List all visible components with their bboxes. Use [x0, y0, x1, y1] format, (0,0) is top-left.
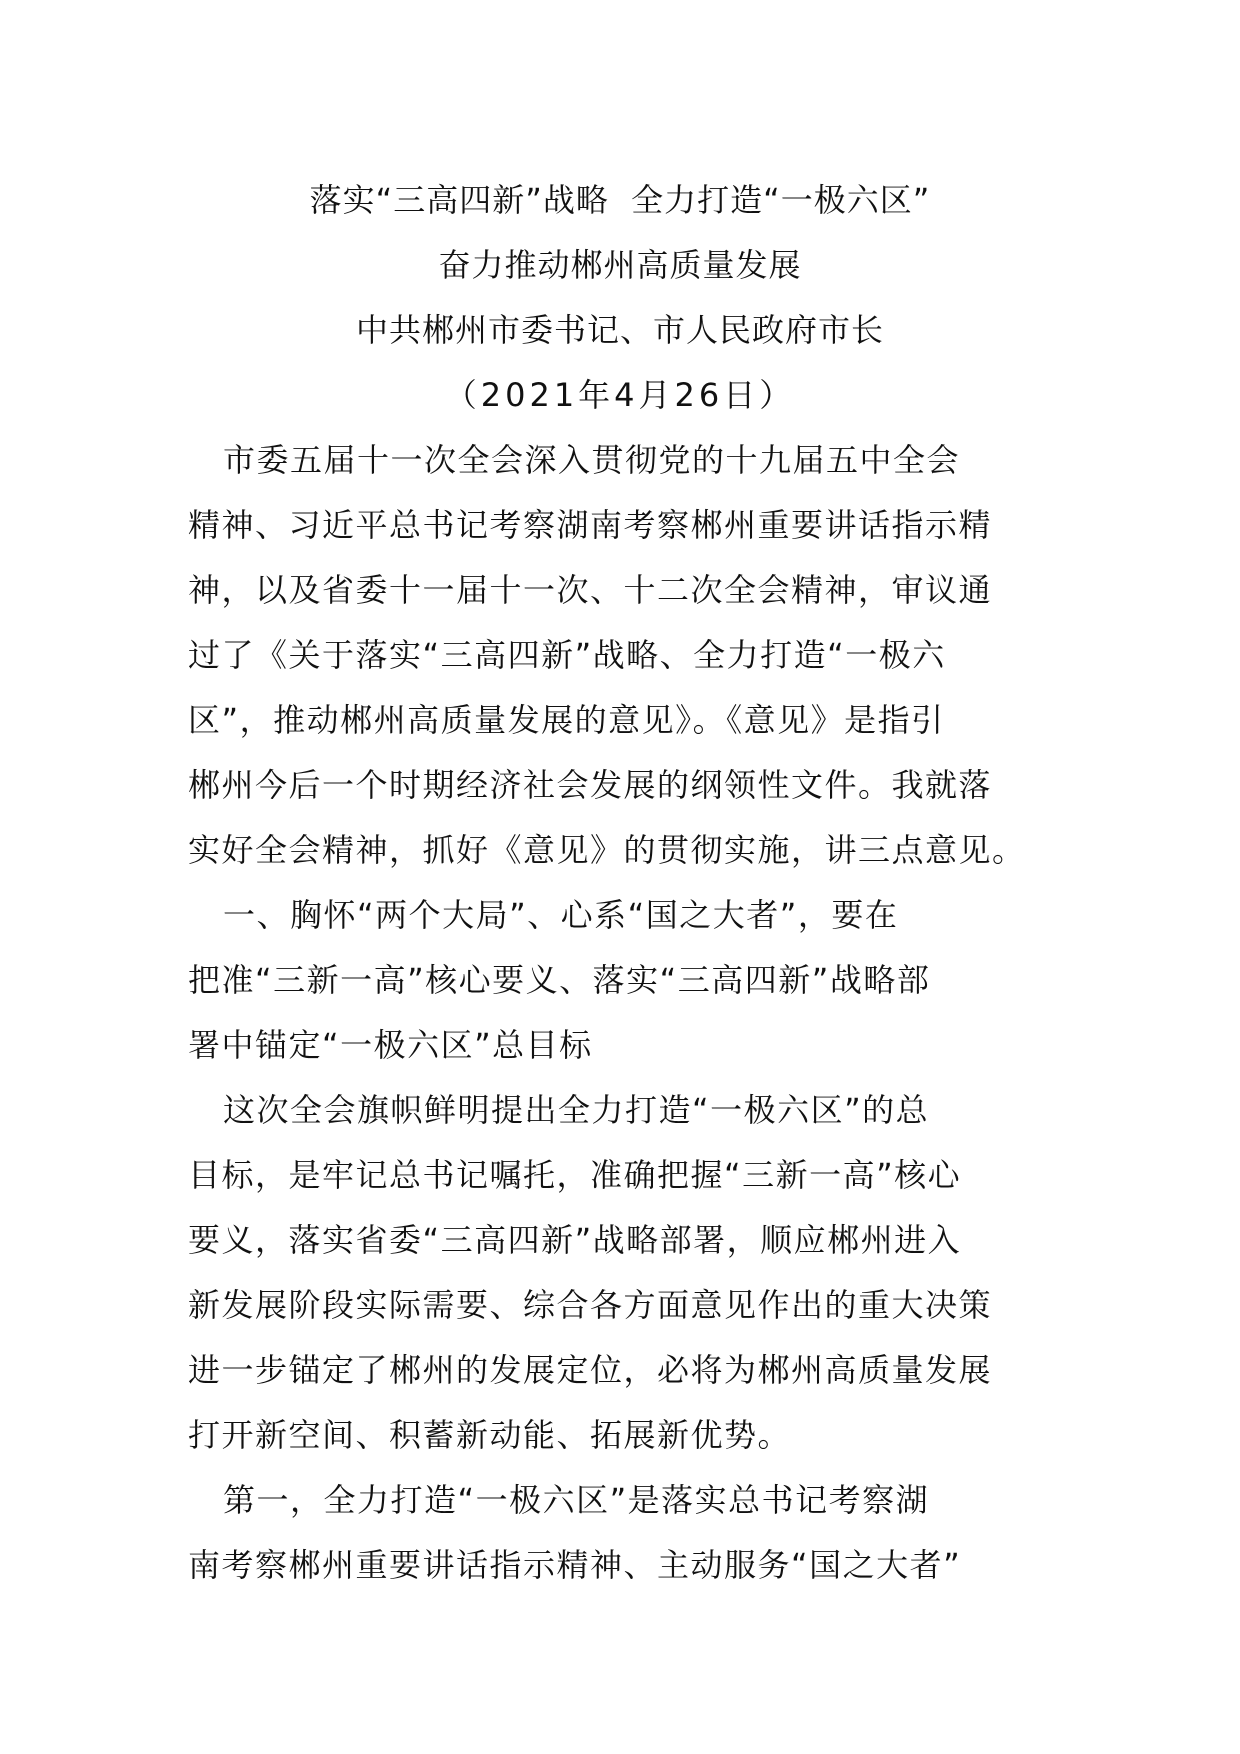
body-line: 郴州今后一个时期经济社会发展的纲领性文件。我就落 — [188, 766, 993, 804]
body-line: 打开新空间、积蓄新动能、拓展新优势。 — [188, 1416, 792, 1454]
body-line: 要义，落实省委“三高四新”战略部署，顺应郴州进入 — [188, 1221, 962, 1259]
document-header — [0, 168, 1240, 428]
document-body — [188, 428, 1058, 1598]
section-heading-line: 把准“三新一高”核心要义、落实“三高四新”战略部 — [188, 961, 931, 999]
body-line: 这次全会旗帜鲜明提出全力打造“一极六区”的总 — [188, 1091, 930, 1129]
body-line: 新发展阶段实际需要、综合各方面意见作出的重大决策 — [188, 1286, 993, 1324]
document-author: 中共郴州市委书记、市人民政府市长 — [355, 311, 884, 349]
body-line: 进一步锚定了郴州的发展定位，必将为郴州高质量发展 — [188, 1351, 993, 1389]
body-line: 过了《关于落实“三高四新”战略、全力打造“一极六 — [188, 636, 946, 674]
document-title-line-1: 落实“三高四新”战略 全力打造“一极六区” — [309, 181, 931, 219]
body-line: 区”，推动郴州高质量发展的意见》。《意见》是指引 — [188, 701, 945, 739]
body-line: 实好全会精神，抓好《意见》的贯彻实施，讲三点意见。 — [188, 831, 1026, 869]
section-heading-line: 署中锚定“一极六区”总目标 — [188, 1026, 593, 1064]
document-date: （2021年4月26日） — [444, 376, 796, 414]
body-line: 目标，是牢记总书记嘱托，准确把握“三新一高”核心 — [188, 1156, 962, 1194]
body-line: 神，以及省委十一届十一次、十二次全会精神，审议通 — [188, 571, 993, 609]
body-line: 第一，全力打造“一极六区”是落实总书记考察湖 — [188, 1481, 930, 1519]
body-line: 精神、习近平总书记考察湖南考察郴州重要讲话指示精 — [188, 506, 993, 544]
body-line: 南考察郴州重要讲话指示精神、主动服务“国之大者” — [188, 1546, 962, 1584]
body-line: 市委五届十一次全会深入贯彻党的十九届五中全会 — [188, 441, 961, 479]
section-heading-line: 一、胸怀“两个大局”、心系“国之大者”，要在 — [188, 896, 899, 934]
document-title-line-2: 奋力推动郴州高质量发展 — [438, 246, 802, 284]
